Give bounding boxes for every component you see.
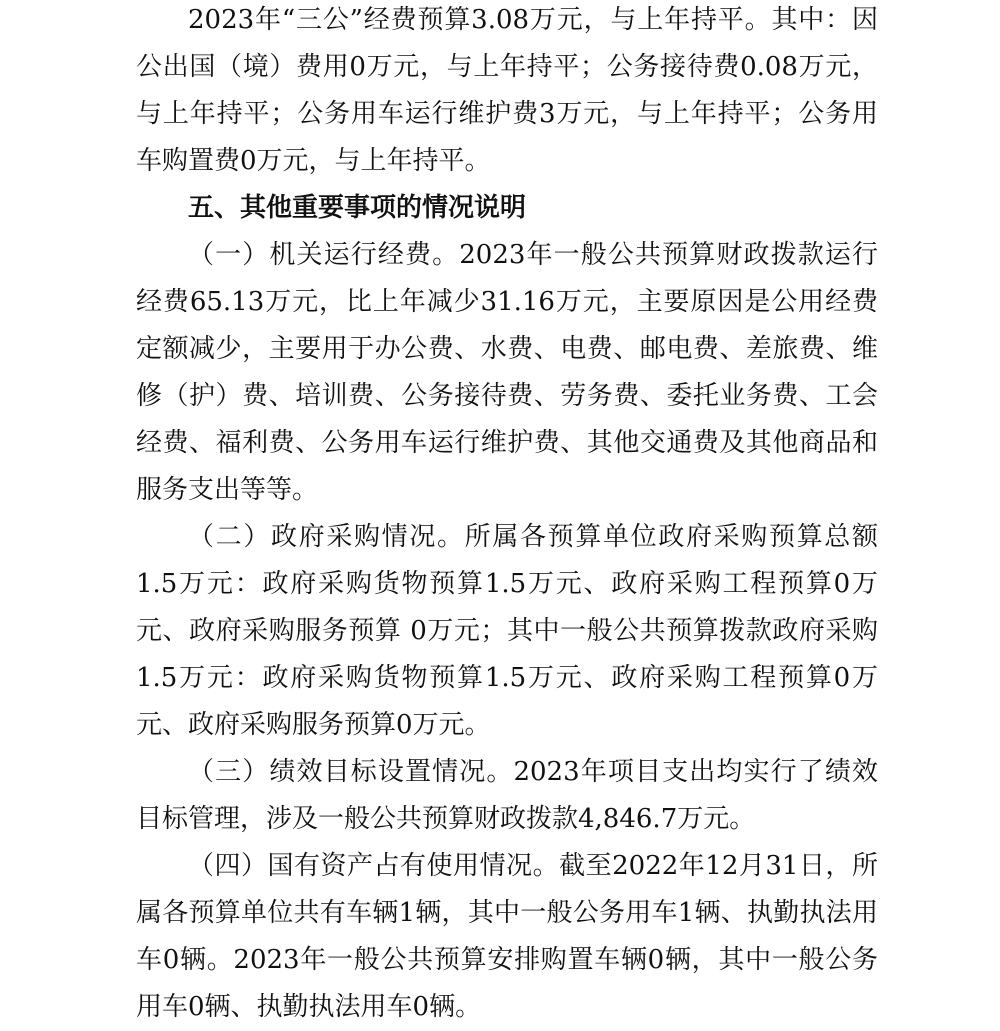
subsection-body-government-procurement: 所属各预算单位政府采购预算总额1.5万元：政府采购货物预算1.5万元、政府采购工程预算0万元、政府采购服务预算 0万元；其中一般公共预算拨款政府采购 1.5万元：政府采购货物预算1.5万元、政府采购工程预算0万元、政府采购服务预算0万元。 bbox=[136, 522, 878, 740]
subsection-body-state-assets: 截至2022年12月31日，所属各预算单位共有车辆1辆，其中一般公务用车1辆、执勤执法用车0辆。2023年一般公共预算安排购置车辆0辆，其中一般公务用车0辆、执勤执法用车0辆。 bbox=[136, 851, 878, 1022]
paragraph-three-public-funds: 2023年“三公”经费预算3.08万元，与上年持平。其中：因公出国（境）费用0万元，与上年持平；公务接待费0.08万元，与上年持平；公务用车运行维护费3万元，与上年持平；公务用车购置费0万元，与上年持平。 bbox=[136, 5, 878, 176]
subsection-lead-government-procurement: （二）政府采购情况。 bbox=[188, 522, 465, 552]
paragraph-government-procurement bbox=[136, 514, 878, 749]
subsection-lead-state-assets: （四）国有资产占有使用情况。 bbox=[188, 851, 560, 881]
subsection-body-performance-goals: 2023年项目支出均实行了绩效目标管理，涉及一般公共预算财政拨款4,846.7万元。 bbox=[136, 757, 878, 834]
subsection-body-operating-funds: 2023年一般公共预算财政拨款运行经费65.13万元，比上年减少31.16万元，主要原因是公用经费定额减少，主要用于办公费、水费、电费、邮电费、差旅费、维修（护）费、培训费、公务接待费、劳务费、委托业务费、工会经费、福利费、公务用车运行维护费、其他交通费及其他商品和服务支出等等。 bbox=[136, 240, 878, 505]
paragraph-operating-funds bbox=[136, 232, 878, 514]
subsection-lead-operating-funds: （一）机关运行经费。 bbox=[188, 240, 460, 270]
subsection-lead-performance-goals: （三）绩效目标设置情况。 bbox=[188, 757, 514, 787]
document-page bbox=[136, 0, 878, 1031]
section-heading-other-matters: 五、其他重要事项的情况说明 bbox=[188, 193, 527, 223]
paragraph-state-assets bbox=[136, 843, 878, 1031]
paragraph-performance-goals bbox=[136, 749, 878, 843]
